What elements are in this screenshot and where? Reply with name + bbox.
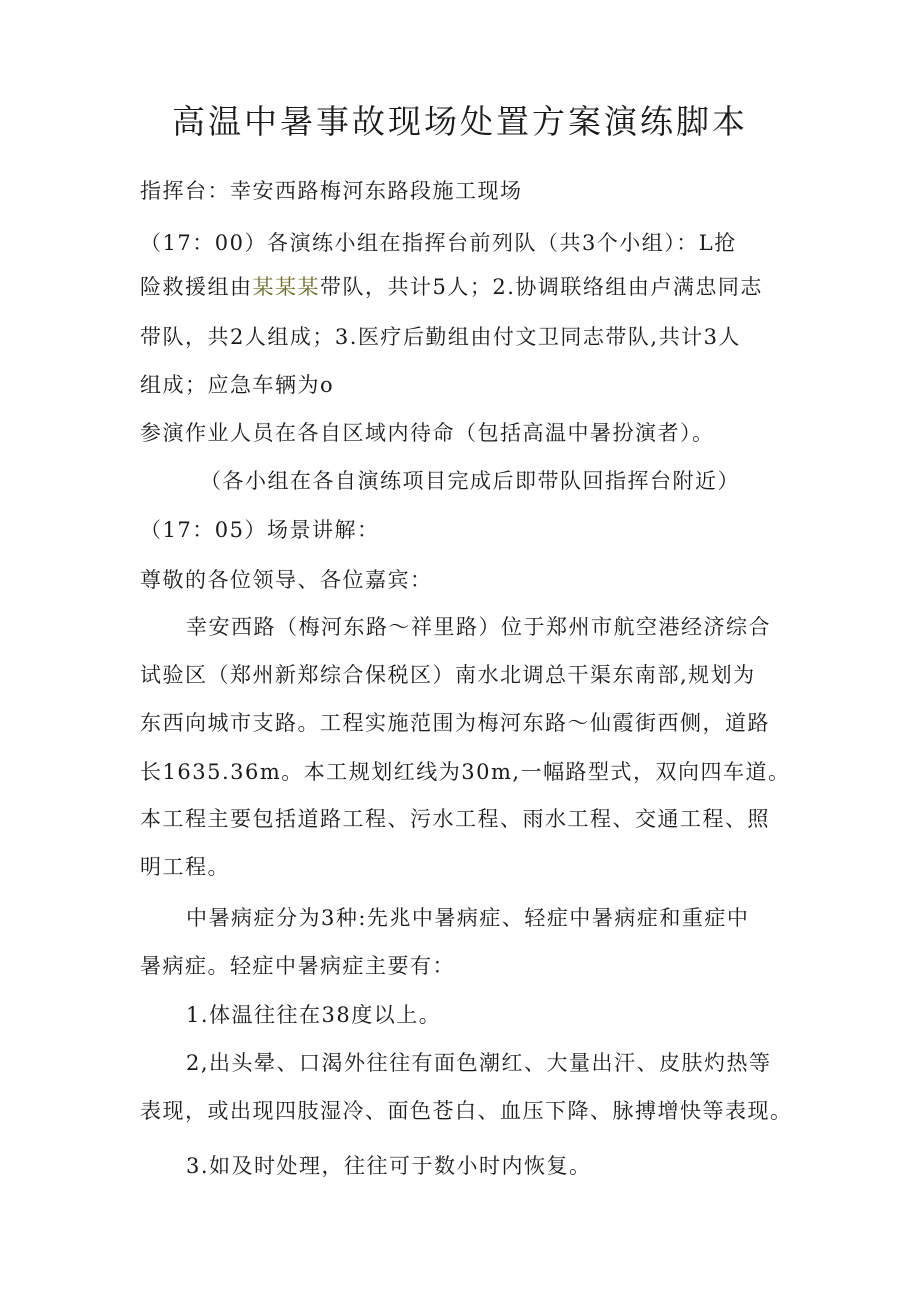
symptom-item-3: 3.如及时处理，往往可于数小时内恢复。: [186, 1154, 592, 1178]
symptom-item-1: 1.体温往往在38度以上。: [186, 1003, 442, 1027]
return-note-line: （各小组在各自演练项目完成后即带队回指挥台附近）: [200, 469, 740, 493]
heatstroke-line-1: 中暑病症分为3种:先兆中暑病症、轻症中暑病症和重症中: [186, 906, 750, 930]
rescue-leader-name: 某某某: [252, 275, 320, 299]
project-line-6: 明工程。: [140, 855, 230, 879]
symptom-item-2-line-1: 2,出头晕、口渴外往往有面色潮红、大量出汗、皮肤灼热等: [186, 1051, 772, 1075]
lineup-line-2-post: 带队，共计5人；2.协调联络组由卢满忠同志: [320, 275, 763, 299]
project-line-5: 本工程主要包括道路工程、污水工程、雨水工程、交通工程、照: [140, 807, 770, 831]
symptom-item-2-line-2: 表现，或出现四肢湿冷、面色苍白、血压下降、脉搏增快等表现。: [140, 1099, 793, 1123]
standby-line: 参演作业人员在各自区域内待命（包括高温中暑扮演者）。: [140, 421, 715, 445]
document-title: 高温中暑事故现场处置方案演练脚本: [172, 102, 748, 141]
lineup-line-2: [140, 272, 763, 302]
project-line-3: 东西向城市支路。工程实施范围为梅河东路～仙霞街西侧，道路: [140, 711, 770, 735]
project-line-4: 长1635.36m。本工规划红线为30m,一幅路型式，双向四车道。: [140, 760, 791, 784]
scene-time-line: （17：05）场景讲解：: [140, 518, 380, 542]
lineup-line-1: （17：00）各演练小组在指挥台前列队（共3个小组）：L抢: [140, 231, 737, 255]
lineup-line-4: 组成；应急车辆为o: [140, 373, 335, 397]
command-post-line: 指挥台：幸安西路梅河东路段施工现场: [140, 179, 523, 203]
lineup-line-2-pre: 险救援组由: [140, 275, 253, 299]
greeting-line: 尊敬的各位领导、各位嘉宾：: [140, 568, 433, 592]
project-line-2: 试验区（郑州新郑综合保税区）南水北调总干渠东南部,规划为: [140, 663, 756, 687]
lineup-line-3: 带队，共2人组成；3.医疗后勤组由付文卫同志带队,共计3人: [140, 325, 741, 349]
project-line-1: 幸安西路（梅河东路～祥里路）位于郑州市航空港经济综合: [186, 615, 771, 639]
heatstroke-line-2: 暑病症。轻症中暑病症主要有：: [140, 954, 455, 978]
